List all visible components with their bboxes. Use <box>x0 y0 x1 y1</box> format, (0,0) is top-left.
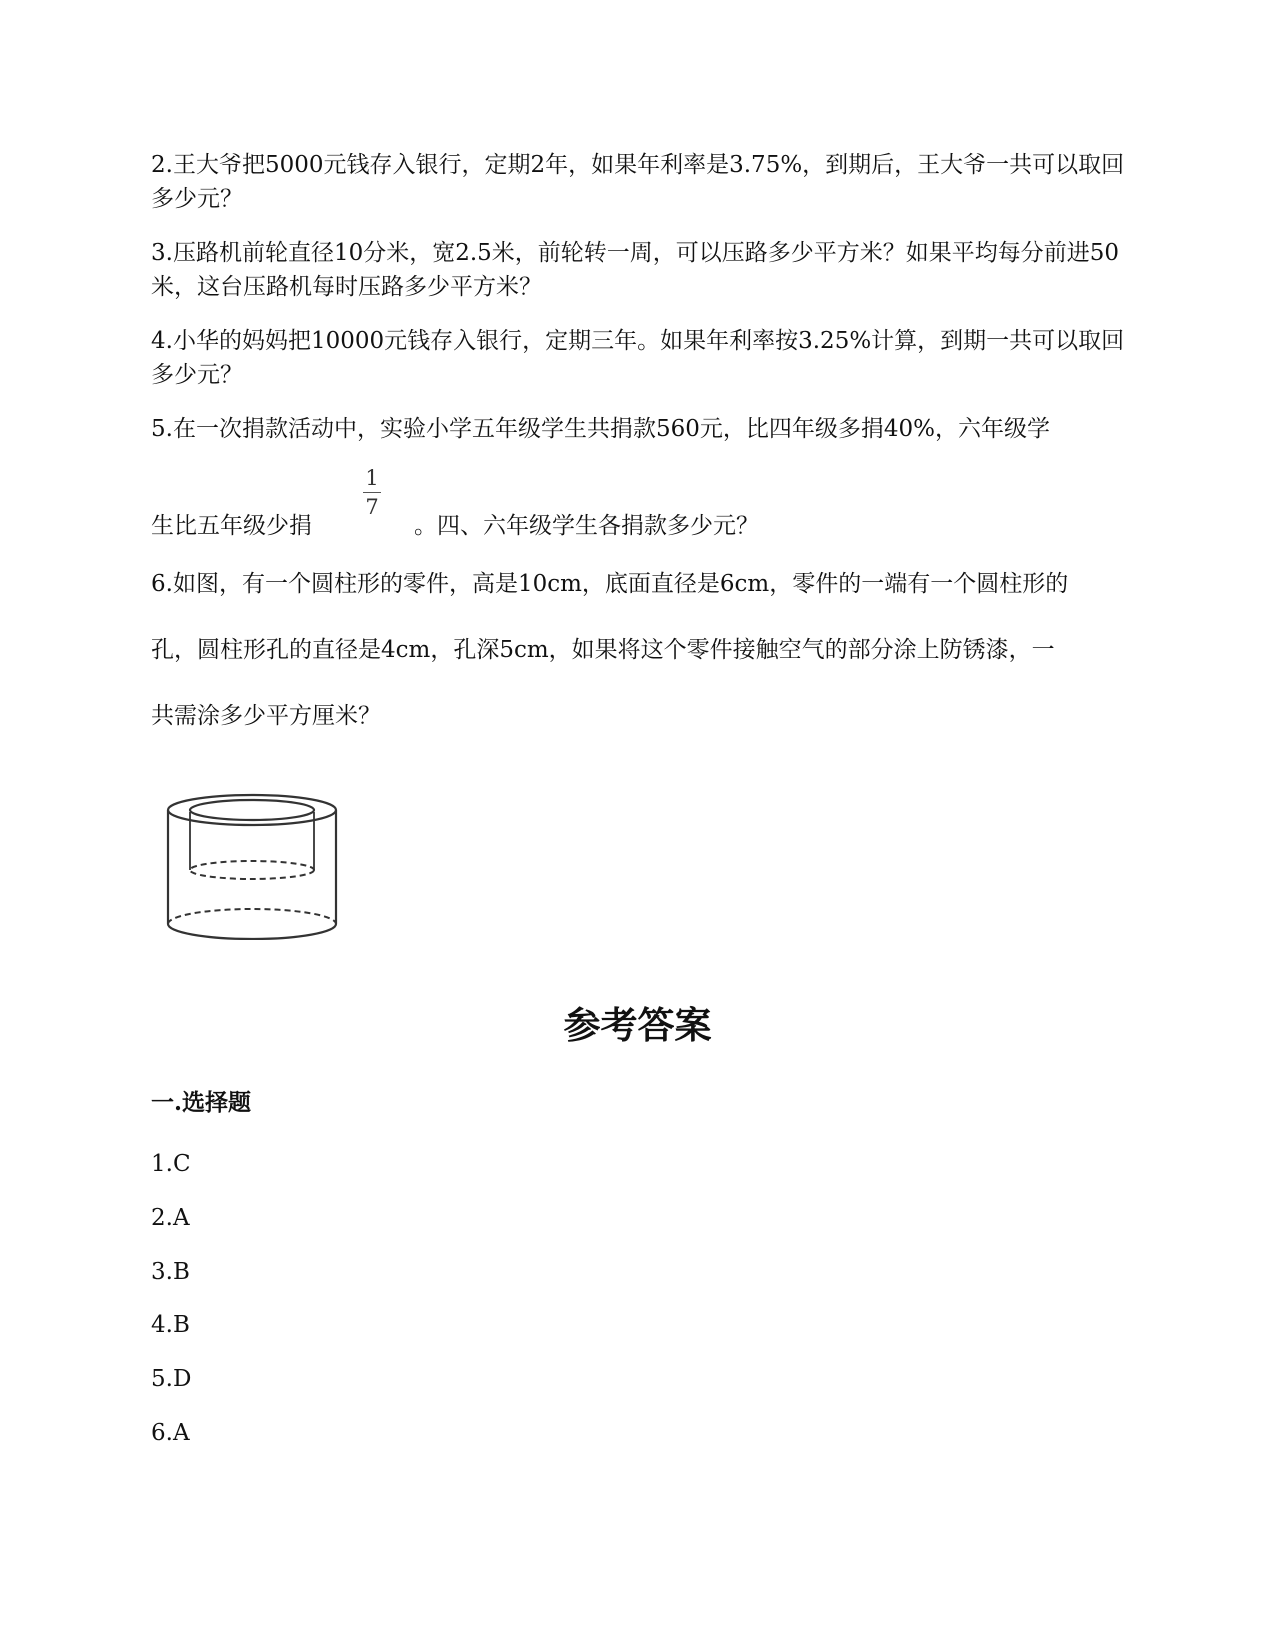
cylinder-part-figure <box>160 790 350 944</box>
answer-item: 3.B <box>151 1259 190 1285</box>
question-5-line-2-before: 生比五年级少捐 <box>151 513 312 539</box>
question-5-line-1: 5.在一次捐款活动中，实验小学五年级学生共捐款560元，比四年级多捐40%，六年级学 <box>151 416 1050 442</box>
outer-bottom-back-dashed <box>168 909 336 924</box>
section-multiple-choice-title: 一.选择题 <box>151 1089 252 1116</box>
question-5-line-2-after: 。四、六年级学生各捐款多少元？ <box>414 513 759 539</box>
question-6-line-3: 共需涂多少平方厘米？ <box>151 703 381 729</box>
fraction-one-seventh <box>358 466 386 519</box>
question-4: 4.小华的妈妈把10000元钱存入银行，定期三年。如果年利率按3.25%计算，到期一共可以取回多少元？ <box>151 328 1125 388</box>
fraction-bar <box>363 492 381 493</box>
question-6-line-1: 6.如图，有一个圆柱形的零件，高是10cm，底面直径是6cm，零件的一端有一个圆柱形的 <box>151 571 1069 597</box>
cylinder-diagram <box>160 790 350 940</box>
question-6-line-2: 孔，圆柱形孔的直径是4cm，孔深5cm，如果将这个零件接触空气的部分涂上防锈漆，一 <box>151 637 1055 663</box>
answer-item: 5.D <box>151 1366 192 1392</box>
answer-item: 6.A <box>151 1420 190 1446</box>
hole-top-ellipse <box>190 800 314 820</box>
outer-bottom-front <box>168 924 336 939</box>
question-3: 3.压路机前轮直径10分米，宽2.5米，前轮转一周，可以压路多少平方米？如果平均每分前进50米，这台压路机每时压路多少平方米？ <box>151 240 1120 300</box>
fraction-numerator: 1 <box>365 466 379 490</box>
answer-item: 4.B <box>151 1312 190 1338</box>
question-2: 2.王大爷把5000元钱存入银行，定期2年，如果年利率是3.75%，到期后，王大爷一共可以取回多少元？ <box>151 152 1125 212</box>
fraction-denominator: 7 <box>365 495 379 519</box>
hole-bottom-dashed <box>190 861 314 879</box>
answer-key-heading: 参考答案 <box>563 1003 712 1047</box>
answer-item: 2.A <box>151 1205 190 1231</box>
answer-item: 1.C <box>151 1151 191 1177</box>
